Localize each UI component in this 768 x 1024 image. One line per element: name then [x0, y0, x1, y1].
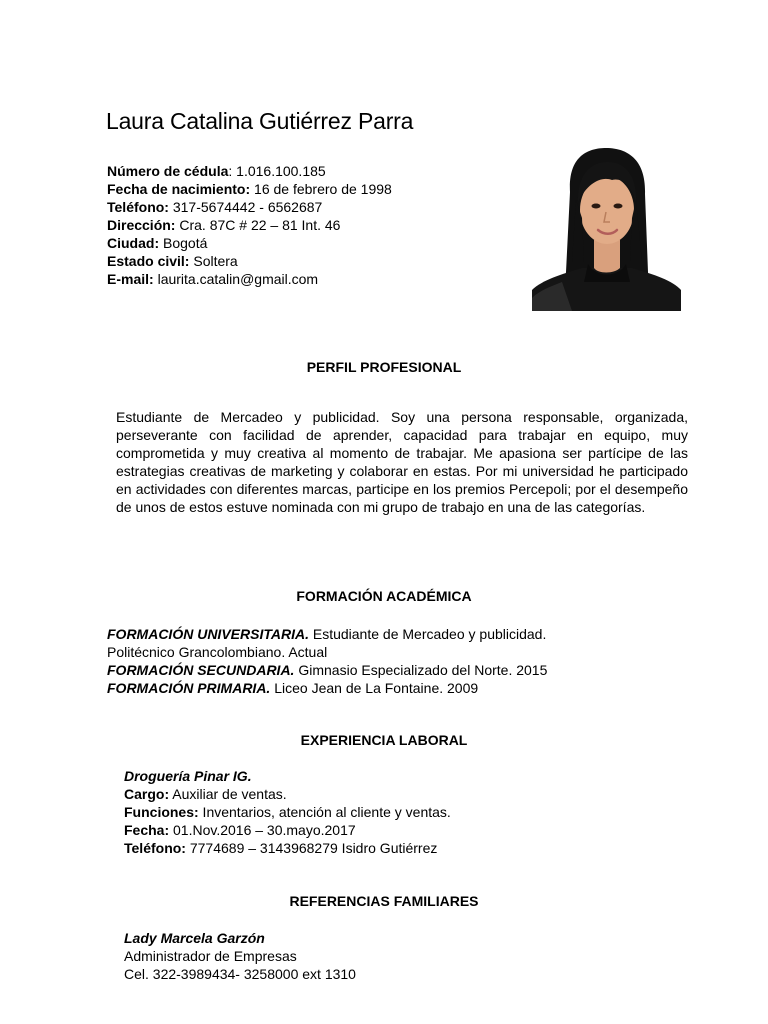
cedula-row	[107, 162, 392, 180]
experience-phone	[124, 839, 451, 857]
profile-text: Estudiante de Mercadeo y publicidad. Soy una persona responsable, organizada, perseverante con facilidad de aprender, capacidad para trabajar en equipo, muy comprometida y muy creativa al momento de trabajar. Me apasiona ser partícipe de las estrategias creativas de marketing y colaborar en estas. Por mi universidad he participado en actividades con diferentes marcas, participe en los premios Percepoli; por el desempeño de unos de estos estuve nominada con mi grupo de trabajo en una de las categorías.	[116, 409, 688, 515]
university-value: Estudiante de Mercadeo y publicidad.	[308, 626, 547, 642]
person-name: Laura Catalina Gutiérrez Parra	[106, 108, 414, 134]
role-value: Auxiliar de ventas.	[169, 786, 287, 802]
date-value: 01.Nov.2016 – 30.mayo.2017	[169, 822, 356, 838]
education-secondary	[107, 661, 547, 679]
civil-row	[107, 252, 392, 270]
phone-row	[107, 198, 392, 216]
address-value: Cra. 87C # 22 – 81 Int. 46	[175, 217, 341, 233]
education-university	[107, 625, 547, 643]
university-label: FORMACIÓN UNIVERSITARIA.	[107, 626, 309, 642]
email-value: laurita.catalin@gmail.com	[153, 271, 319, 287]
personal-info	[107, 162, 392, 288]
birth-row	[107, 180, 392, 198]
experience-entry	[124, 767, 451, 857]
civil-label: Estado civil:	[107, 253, 190, 269]
birth-label: Fecha de nacimiento:	[107, 181, 251, 197]
email-row	[107, 270, 392, 288]
cedula-value: : 1.016.100.185	[228, 163, 326, 179]
profile-photo	[532, 122, 681, 311]
city-label: Ciudad:	[107, 235, 160, 251]
education-university-line2: Politécnico Grancolombiano. Actual	[107, 644, 328, 660]
exp-phone-value: 7774689 – 3143968279 Isidro Gutiérrez	[185, 840, 438, 856]
birth-value: 16 de febrero de 1998	[250, 181, 392, 197]
city-value: Bogotá	[159, 235, 208, 251]
phone-label: Teléfono:	[107, 199, 169, 215]
exp-phone-label: Teléfono:	[124, 840, 186, 856]
education-primary	[107, 679, 547, 697]
address-label: Dirección:	[107, 217, 176, 233]
date-label: Fecha:	[124, 822, 170, 838]
cedula-label: Número de cédula	[107, 163, 229, 179]
references-section-title: REFERENCIAS FAMILIARES	[289, 893, 479, 909]
education-list	[107, 625, 547, 697]
secondary-value: Gimnasio Especializado del Norte. 2015	[294, 662, 548, 678]
experience-section-title: EXPERIENCIA LABORAL	[300, 732, 468, 748]
reference-name: Lady Marcela Garzón	[124, 930, 265, 946]
reference-entry	[124, 929, 356, 983]
primary-value: Liceo Jean de La Fontaine. 2009	[270, 680, 479, 696]
experience-date	[124, 821, 451, 839]
email-label: E-mail:	[107, 271, 154, 287]
city-row	[107, 234, 392, 252]
functions-value: Inventarios, atención al cliente y ventas.	[198, 804, 451, 820]
reference-phone: Cel. 322-3989434- 3258000 ext 1310	[124, 966, 356, 982]
reference-occupation: Administrador de Empresas	[124, 948, 297, 964]
primary-label: FORMACIÓN PRIMARIA.	[107, 680, 271, 696]
civil-value: Soltera	[189, 253, 238, 269]
address-row	[107, 216, 392, 234]
secondary-label: FORMACIÓN SECUNDARIA.	[107, 662, 295, 678]
experience-role	[124, 785, 451, 803]
education-section-title: FORMACIÓN ACADÉMICA	[296, 588, 472, 604]
functions-label: Funciones:	[124, 804, 199, 820]
profile-section-title: PERFIL PROFESIONAL	[306, 359, 462, 375]
experience-functions	[124, 803, 451, 821]
role-label: Cargo:	[124, 786, 170, 802]
experience-company: Droguería Pinar IG.	[124, 768, 252, 784]
phone-value: 317-5674442 - 6562687	[168, 199, 323, 215]
